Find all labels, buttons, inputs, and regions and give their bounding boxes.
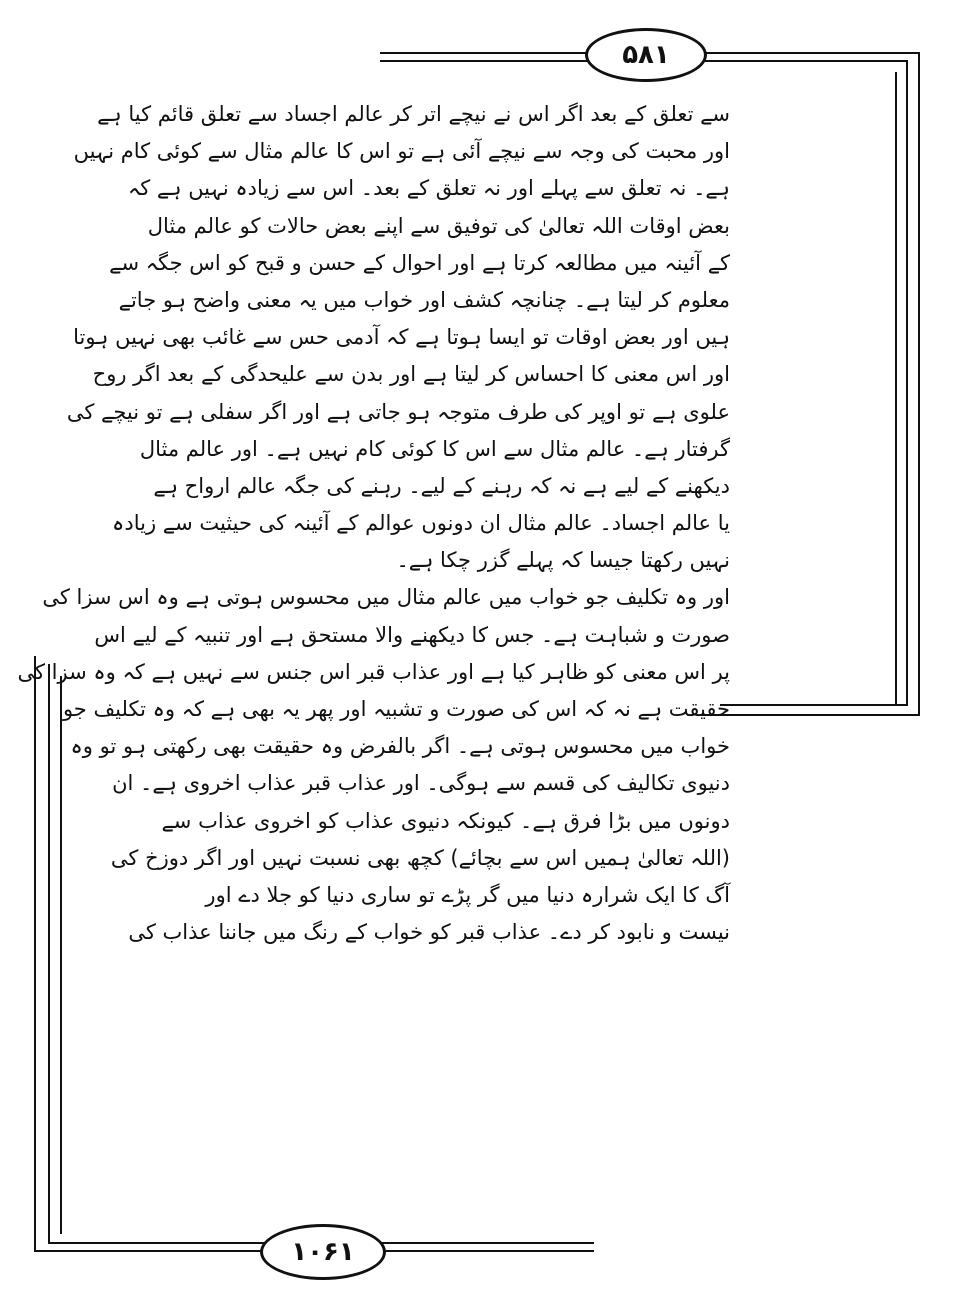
text-line: دنیوی تکالیف کی قسم سے ہوگی۔ اور عذاب قبر عذاب اخروی ہے۔ ان xyxy=(112,771,730,796)
footer-page-number: ۱۰۶۱ xyxy=(260,1224,386,1280)
text-line: اور وہ تکلیف جو خواب میں عالم مثال میں محسوس ہوتی ہے وہ اس سزا کی xyxy=(42,585,730,610)
text-line: بعض اوقات اللہ تعالیٰ کی توفیق سے اپنے بعض حالات کو عالم مثال xyxy=(147,213,730,238)
frame-right-bottom-outer xyxy=(700,714,920,716)
frame-right-line-inner xyxy=(906,60,908,706)
text-line: دیکھنے کے لیے ہے نہ کہ رہنے کے لیے۔ رہنے کی جگہ عالم ارواح ہے xyxy=(153,473,730,498)
text-line: کے آئینہ میں مطالعہ کرتا ہے اور احوال کے حسن و قبح کو اس جگہ سے xyxy=(109,250,730,275)
text-line: پر اس معنی کو ظاہر کیا ہے اور عذاب قبر اس جنس سے نہیں ہے کہ وہ سزا کی xyxy=(17,659,730,684)
frame-right-bottom-inner xyxy=(720,704,908,706)
text-line: نیست و نابود کر دے۔ عذاب قبر کو خواب کے رنگ میں جاننا عذاب کی xyxy=(128,920,730,945)
text-line: دونوں میں بڑا فرق ہے۔ کیونکہ دنیوی عذاب کو اخروی عذاب سے xyxy=(161,808,730,833)
text-line: ہے۔ نہ تعلق سے پہلے اور نہ تعلق کے بعد۔ اس سے زیادہ نہیں ہے کہ xyxy=(127,176,730,201)
frame-left-line-inner xyxy=(48,664,50,1242)
frame-left-line-outer xyxy=(34,656,36,1250)
frame-right-line-outer xyxy=(918,52,920,714)
text-line: صورت و شباہت ہے۔ جس کا دیکھنے والا مستحق ہے اور تنبیہ کے لیے اس xyxy=(94,622,730,647)
text-line: نہیں رکھتا جیسا کہ پہلے گزر چکا ہے۔ xyxy=(396,548,730,573)
text-line: خواب میں محسوس ہوتی ہے۔ اگر بالفرض وہ حقیقت بھی رکھتی ہو تو وہ xyxy=(70,734,730,759)
text-line: حقیقت ہے نہ کہ اس کی صورت و تشبیہ اور پھر یہ بھی ہے کہ وہ تکلیف جو xyxy=(62,697,730,721)
body-text xyxy=(17,96,730,951)
text-line: اور محبت کی وجہ سے نیچے آئی ہے تو اس کا عالم مثال سے کوئی کام نہیں xyxy=(73,139,730,164)
text-line: یا عالم اجساد۔ عالم مثال ان دونوں عوالم کے آئینہ کی حیثیت سے زیادہ xyxy=(112,511,730,536)
text-line: علوی ہے تو اوپر کی طرف متوجہ ہو جاتی ہے اور اگر سفلی ہے تو نیچے کی xyxy=(66,399,730,424)
text-line: آگ کا ایک شرارہ دنیا میں گر پڑے تو ساری دنیا کو جلا دے اور xyxy=(205,882,730,907)
text-line: گرفتار ہے۔ عالم مثال سے اس کا کوئی کام نہیں ہے۔ اور عالم مثال xyxy=(139,436,730,461)
frame-right-line-short xyxy=(895,72,897,706)
text-line: معلوم کر لیتا ہے۔ چنانچہ کشف اور خواب میں یہ معنی واضح ہو جاتے xyxy=(118,287,730,312)
frame-left-line-short xyxy=(60,676,62,1234)
header-page-number: ۵۸۱ xyxy=(585,28,707,82)
text-line: (اللہ تعالیٰ ہمیں اس سے بچائے) کچھ بھی نسبت نہیں اور اگر دوزخ کی xyxy=(110,845,730,870)
text-line: سے تعلق کے بعد اگر اس نے نیچے اتر کر عالم اجساد سے تعلق قائم کیا ہے xyxy=(97,102,730,126)
text-line: اور اس معنی کا احساس کر لیتا ہے اور بدن سے علیحدگی کے بعد اگر روح xyxy=(92,362,730,387)
text-line: ہیں اور بعض اوقات تو ایسا ہوتا ہے کہ آدمی حس سے غائب بھی نہیں ہوتا xyxy=(73,325,730,350)
